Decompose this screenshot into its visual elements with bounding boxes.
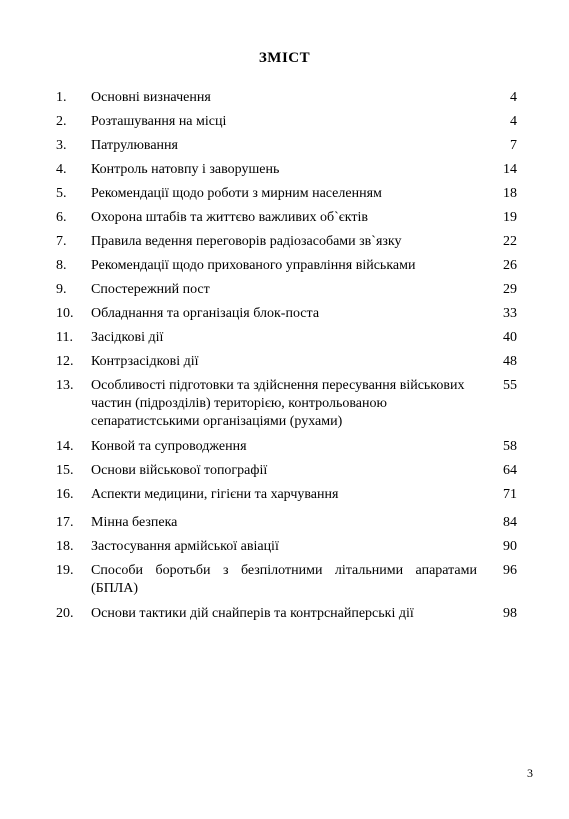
toc-entry-number: 7.	[56, 234, 67, 249]
toc-entry-page: 4	[510, 114, 517, 129]
toc-entry-page: 40	[503, 330, 517, 345]
toc-entry-number: 11.	[56, 330, 73, 345]
toc-entry-number: 3.	[56, 138, 67, 153]
toc-entry-number: 2.	[56, 114, 67, 129]
toc-entry-page: 55	[503, 378, 517, 393]
toc-entry-number: 6.	[56, 210, 67, 225]
toc-entry-page: 33	[503, 306, 517, 321]
toc-entry-title: Патрулювання	[91, 138, 178, 153]
toc-entry-title: Засідкові дії	[91, 330, 164, 345]
toc-entry-page: 26	[503, 258, 517, 273]
toc-entry-title: Конвой та супроводження	[91, 439, 247, 454]
toc-entry-title: Правила ведення переговорів радіозасобами зв`язку	[91, 234, 402, 249]
page-number: 3	[527, 766, 533, 780]
toc-entry-title: Застосування армійської авіації	[91, 539, 279, 554]
toc-entry-page: 58	[503, 439, 517, 454]
toc-entry-number: 10.	[56, 306, 74, 321]
toc-entry-title: Способи боротьби з безпілотними літальними апаратами (БПЛА)	[91, 563, 477, 596]
toc-entry-number: 5.	[56, 186, 67, 201]
toc-entry-number: 16.	[56, 487, 74, 502]
toc-entry-number: 8.	[56, 258, 67, 273]
toc-entry-title: Обладнання та організація блок-поста	[91, 306, 320, 321]
toc-entry-page: 19	[503, 210, 517, 225]
toc-entry-title: Основні визначення	[91, 90, 211, 105]
toc-entry-title: Рекомендації щодо прихованого управління військами	[91, 258, 416, 273]
toc-entry-title: Особливості підготовки та здійснення пересування військових частин (підрозділів) територією, контрольованою сепаратистськими організаціями (рухами)	[91, 378, 465, 429]
toc-entry-page: 48	[503, 354, 517, 369]
toc-entry-page: 84	[503, 515, 517, 530]
page-title: ЗМІСТ	[258, 50, 311, 66]
toc-entry-number: 14.	[56, 439, 74, 454]
toc-entry-page: 22	[503, 234, 517, 249]
toc-entry-page: 90	[503, 539, 517, 554]
toc-entry-number: 15.	[56, 463, 74, 478]
toc-entry-page: 29	[503, 282, 517, 297]
toc-entry-number: 20.	[56, 606, 74, 621]
toc-entry-title: Розташування на місці	[91, 114, 227, 129]
toc-entry-number: 4.	[56, 162, 67, 177]
toc-entry-number: 9.	[56, 282, 67, 297]
toc-entry-title: Охорона штабів та життєво важливих об`єктів	[91, 210, 369, 225]
toc-entry-title: Основи тактики дій снайперів та контрснайперські дії	[91, 606, 414, 621]
toc-entry-page: 71	[503, 487, 517, 502]
toc-entry-number: 1.	[56, 90, 67, 105]
toc-entry-page: 7	[510, 138, 517, 153]
toc-entry-page: 14	[503, 162, 517, 177]
toc-entry-number: 12.	[56, 354, 74, 369]
toc-entry-title: Основи військової топографії	[91, 463, 268, 478]
toc-entry-page: 96	[503, 563, 517, 578]
toc-entry-number: 19.	[56, 563, 74, 578]
toc-entry-number: 18.	[56, 539, 74, 554]
toc-entry-page: 64	[503, 463, 517, 478]
toc-entry-page: 4	[510, 90, 517, 105]
toc-entry-title: Контрзасідкові дії	[91, 354, 199, 369]
toc-entry-title: Рекомендації щодо роботи з мирним населенням	[91, 186, 382, 201]
toc-entry-title: Контроль натовпу і заворушень	[91, 162, 280, 177]
toc-entry-number: 13.	[56, 378, 74, 393]
toc-entry-page: 98	[503, 606, 517, 621]
toc-entry-page: 18	[503, 186, 517, 201]
toc-entry-number: 17.	[56, 515, 74, 530]
toc-entry-title: Аспекти медицини, гігієни та харчування	[91, 487, 339, 502]
toc-entry-title: Спостережний пост	[91, 282, 210, 297]
toc-entry-title: Мінна безпека	[91, 515, 178, 530]
